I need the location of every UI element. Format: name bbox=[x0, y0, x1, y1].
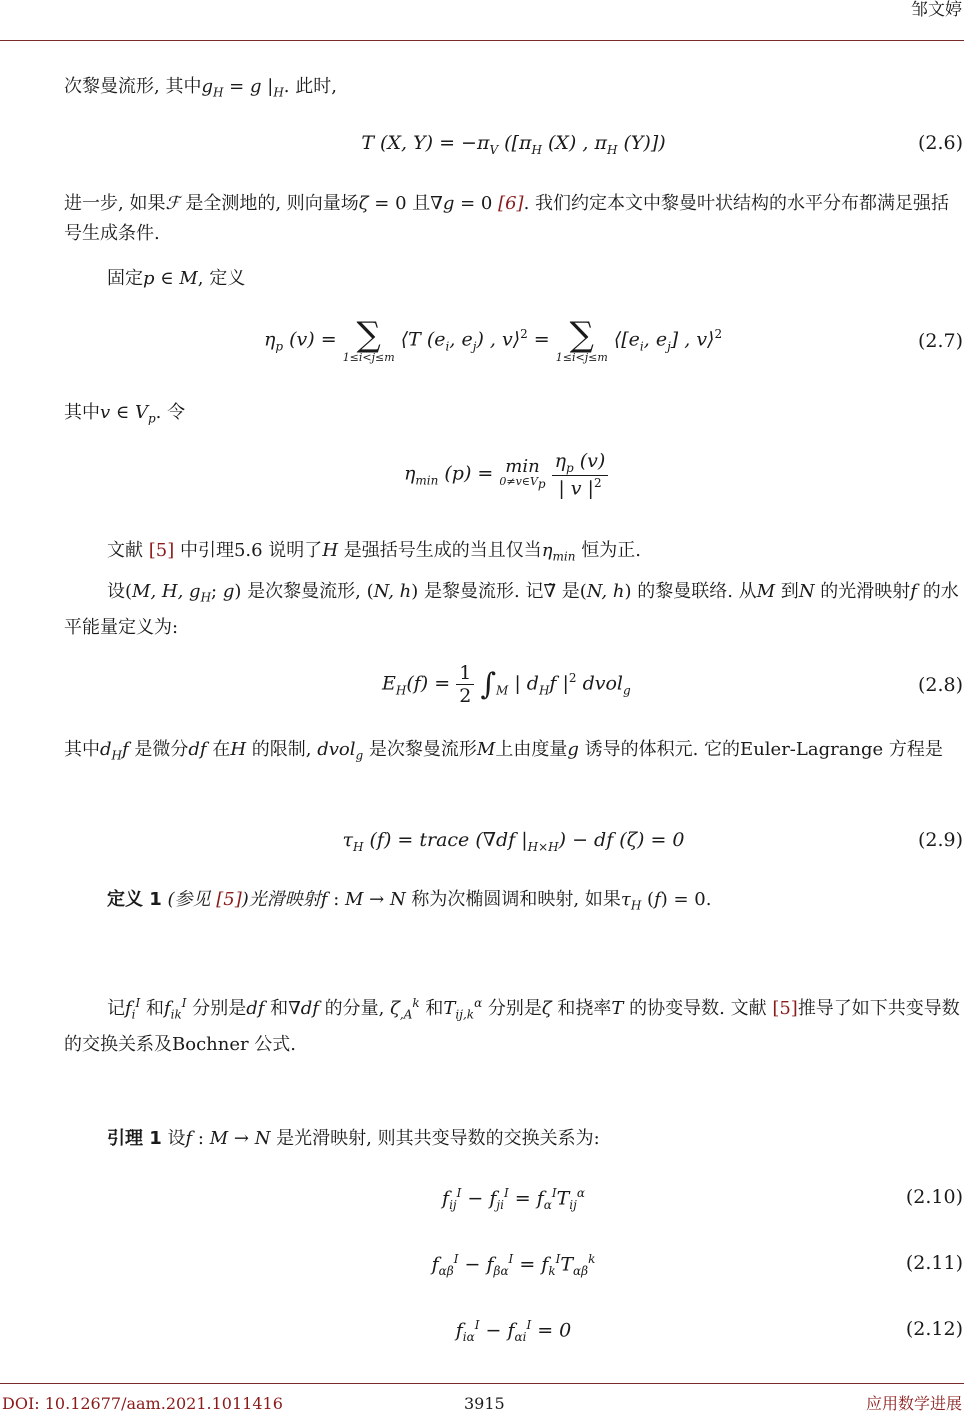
equation-2-12 bbox=[64, 1318, 963, 1358]
equation-body: $f_{\alpha\beta}^I - f_{\beta\alpha}^I = f_k^IT_{\alpha\beta}^k$ bbox=[431, 1252, 596, 1279]
equation-number: (2.12) bbox=[905, 1318, 963, 1340]
equation-body: $E_H(f)$ = $\frac{1}{2}$ $\int_M$ | $d_Hf$ $|^2$ dvol$_g$ bbox=[382, 662, 631, 707]
paragraph-totally-geodesic: 进一步, 如果ℱ 是全测地的, 则向量场ζ = 0 且∇g = 0 [6]. 我们约定本文中黎曼叶状结构的水平分布都满足强括号生成条件. bbox=[64, 193, 950, 244]
paragraph-horizontal-energy: 设(M, H, $g_H$; g) 是次黎曼流形, (N, h) 是黎曼流形. 记∇̃ 是(N, h) 的黎曼联络. 从M 到N 的光滑映射f 的水平能量定义为: bbox=[64, 581, 959, 638]
paragraph-subriemannian: 次黎曼流形, 其中$g_H = g$ $|_H$. 此时, bbox=[64, 76, 337, 100]
equation-body: $f_{i\alpha}^I - f_{\alpha i}^I = 0$ bbox=[455, 1318, 572, 1345]
citation-link[interactable]: [5] bbox=[216, 889, 242, 910]
equation-2-9 bbox=[64, 829, 963, 869]
header-rule bbox=[0, 40, 964, 41]
equation-number: (2.8) bbox=[917, 674, 963, 696]
equation-number: (2.7) bbox=[917, 330, 963, 352]
equation-2-8 bbox=[64, 662, 963, 714]
definition-label: 定义 1 bbox=[107, 889, 162, 910]
equation-body: $\tau_H$ (f) = trace (∇df $|_{H\times H}$) − df (ζ) = 0 bbox=[342, 829, 685, 854]
lemma-1: 引理 1 设f : M → N 是光滑映射, 则其共变导数的交换关系为: bbox=[107, 1128, 600, 1149]
footer-rule bbox=[0, 1383, 964, 1384]
citation-link[interactable]: [6] bbox=[498, 193, 524, 214]
citation-link[interactable]: [5] bbox=[772, 998, 798, 1019]
equation-body: $\eta_{min}$ (p) = min $0\ne v\in V_p$ $\frac{\eta_p (v)}{| v |^2}$ bbox=[404, 450, 608, 499]
running-header-author: 邹文婷 bbox=[911, 0, 962, 20]
footer-doi[interactable]: DOI: 10.12677/aam.2021.1011416 bbox=[2, 1394, 283, 1413]
lemma-label: 引理 1 bbox=[107, 1128, 162, 1149]
equation-body: T (X, $Y) = -\pi_V$ ([$\pi_H$ (X) , $\pi_H$ (Y)]) bbox=[361, 132, 666, 157]
equation-2-7 bbox=[64, 315, 963, 374]
equation-2-6 bbox=[64, 132, 963, 172]
equation-number: (2.11) bbox=[905, 1252, 963, 1274]
citation-link[interactable]: [5] bbox=[148, 540, 175, 561]
equation-number: (2.10) bbox=[905, 1186, 963, 1208]
equation-body: $f_{ij}^I - f_{ji}^I = f_\alpha^IT_{ij}^\alpha$ bbox=[442, 1186, 585, 1213]
equation-eta-min bbox=[64, 450, 963, 506]
equation-body: $\eta_p$ (v) = ∑ 1≤i<j≤m ⟨T ($e_i$, $e_j$) , v⟩$^2$ = ∑ 1≤i<j≤m $⟨[e_i$, $e_j$] , v⟩$^2$ bbox=[264, 315, 723, 364]
footer-journal: 应用数学进展 bbox=[865, 1394, 962, 1413]
paragraph-components: 记$f_i^I$ 和$f_{ik}^I$ 分别是df 和∇df 的分量, $\zeta_{,A}^k$ 和$T_{ij,k}^\alpha$ 分别是ζ 和挠率T 的协变导数. 文献 [5]推导了如下共变导数的交换关系及Bochner 公式. bbox=[64, 996, 960, 1055]
definition-1: 定义 1 (参见 [5])光滑映射f : M → N 称为次椭圆调和映射, 如果$\tau_H$ (f) = 0. bbox=[107, 889, 712, 913]
paragraph-lemma-ref: 文献 [5] 中引理5.6 说明了H 是强括号生成的当且仅当$\eta_{min}$ 恒为正. bbox=[107, 540, 641, 564]
paragraph-let: 其中v ∈ $V_p$. 令 bbox=[64, 402, 186, 426]
equation-number: (2.9) bbox=[917, 829, 963, 851]
paragraph-fix-point: 固定p ∈ M, 定义 bbox=[107, 268, 246, 289]
footer-page-number: 3915 bbox=[464, 1394, 505, 1413]
paragraph-euler-lagrange: 其中$d_Hf$ 是微分df 在H 的限制, dvol$_g$ 是次黎曼流形M上由度量g 诱导的体积元. 它的Euler-Lagrange 方程是 bbox=[64, 739, 943, 763]
equation-number: (2.6) bbox=[917, 132, 963, 154]
equation-2-10 bbox=[64, 1186, 963, 1226]
equation-2-11 bbox=[64, 1252, 963, 1292]
